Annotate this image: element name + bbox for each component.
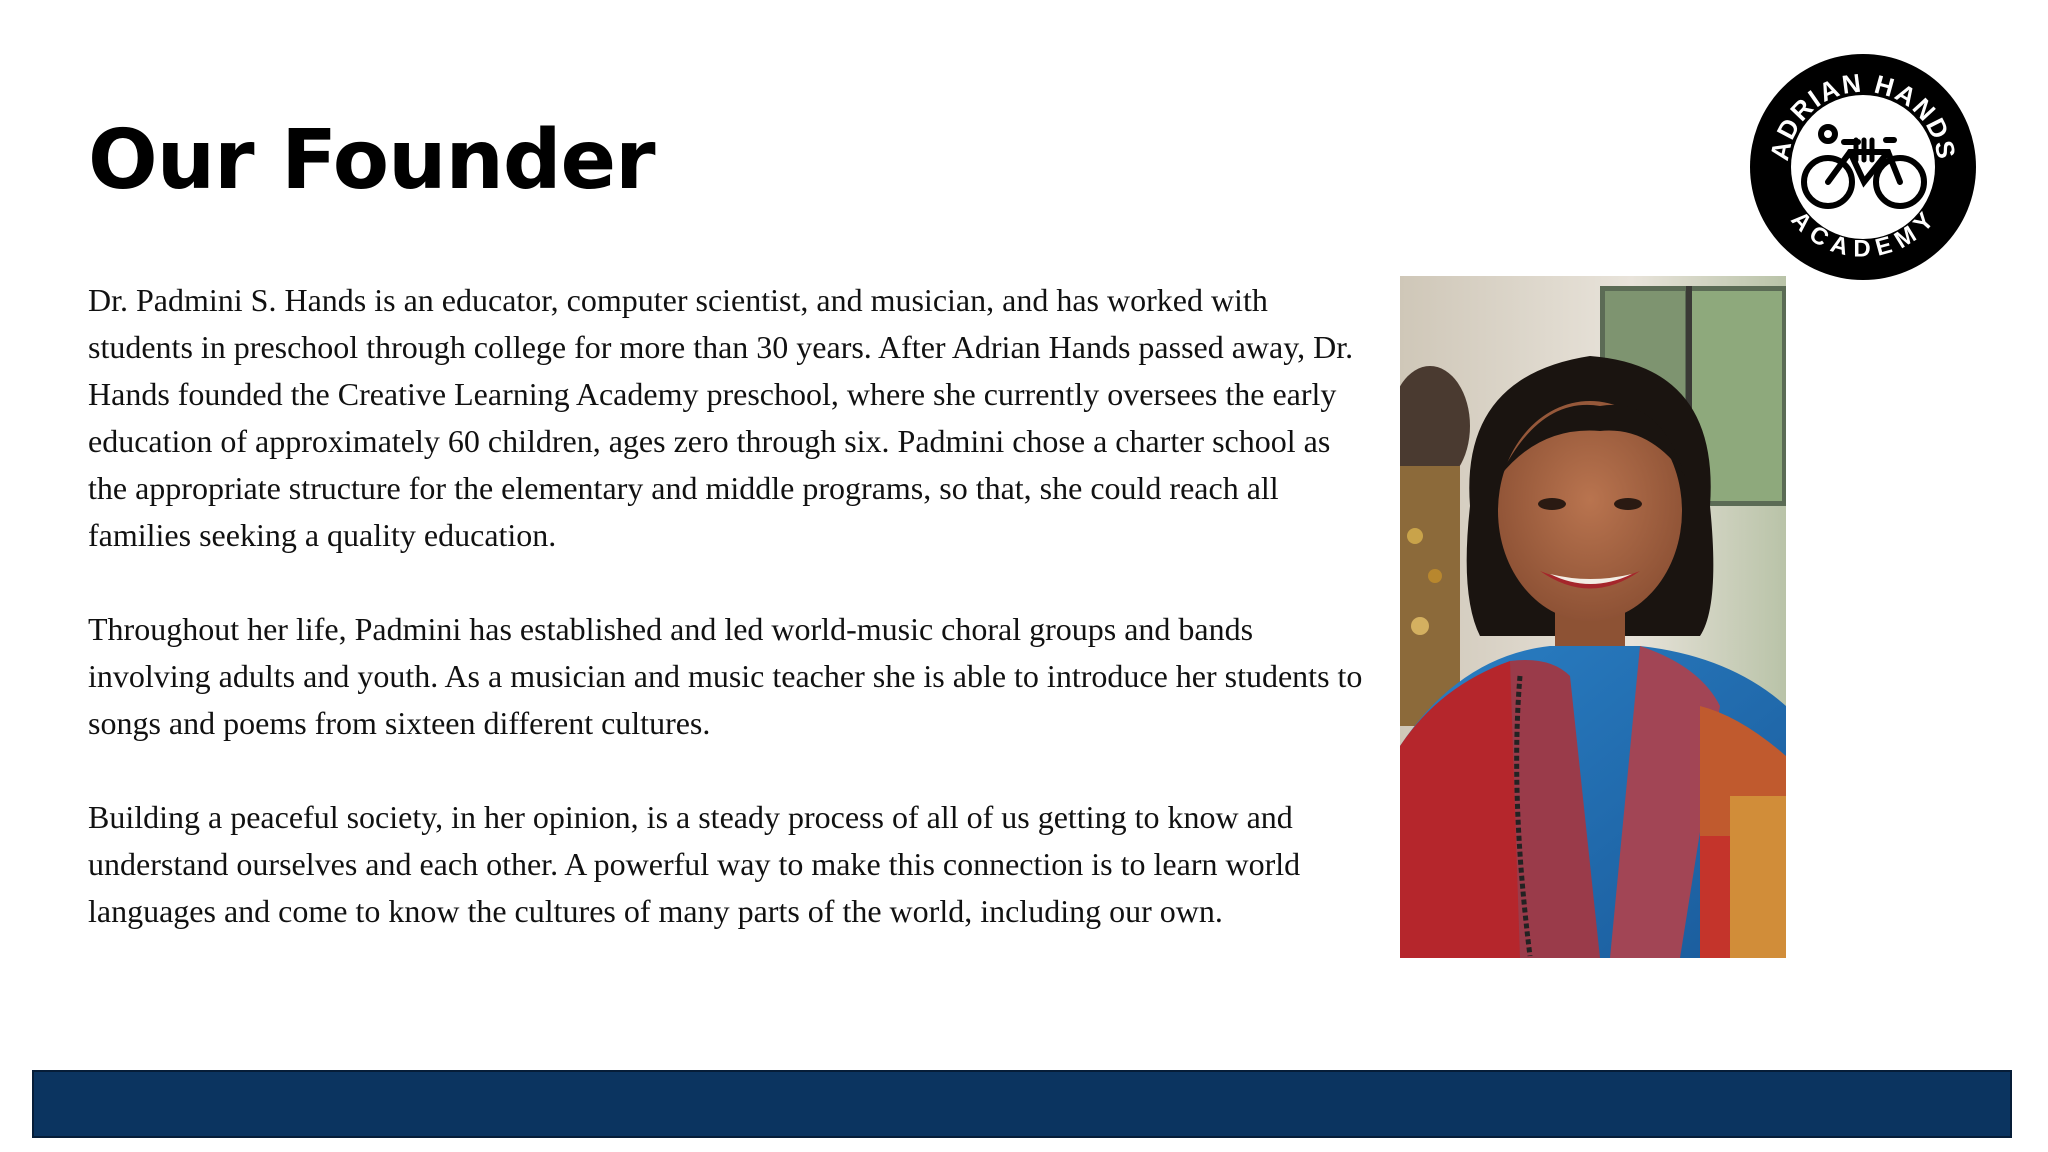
academy-logo — [1748, 52, 1978, 282]
founder-bio — [88, 277, 1368, 982]
bio-paragraph-2: Throughout her life, Padmini has established and led world-music choral groups and bands involving adults and youth. As a musician and music teacher she is able to introduce her students to songs and poems from sixteen different cultures. — [88, 611, 1363, 741]
logo-top-text: ADRIAN HANDS — [1763, 67, 1962, 163]
founder-photo — [1400, 276, 1786, 958]
footer-bar — [32, 1070, 2012, 1138]
page-title: Our Founder — [88, 113, 655, 208]
bio-paragraph-3: Building a peaceful society, in her opinion, is a steady process of all of us getting to know and understand ourselves and each other. A powerful way to make this connection is to learn world languages and come to know the cultures of many parts of the world, including our own. — [88, 799, 1301, 929]
logo-bottom-text: ACADEMY — [1785, 206, 1941, 263]
bio-paragraph-1: Dr. Padmini S. Hands is an educator, computer scientist, and musician, and has worked with students in preschool through college for more than 30 years. After Adrian Hands passed away, Dr. Hands founded the Creative Learning Academy preschool, where she currently oversees the early education of approximately 60 children, ages zero through six. Padmini chose a charter school as the appropriate structure for the elementary and middle programs, so that, she could reach all families seeking a quality education. — [88, 282, 1354, 553]
